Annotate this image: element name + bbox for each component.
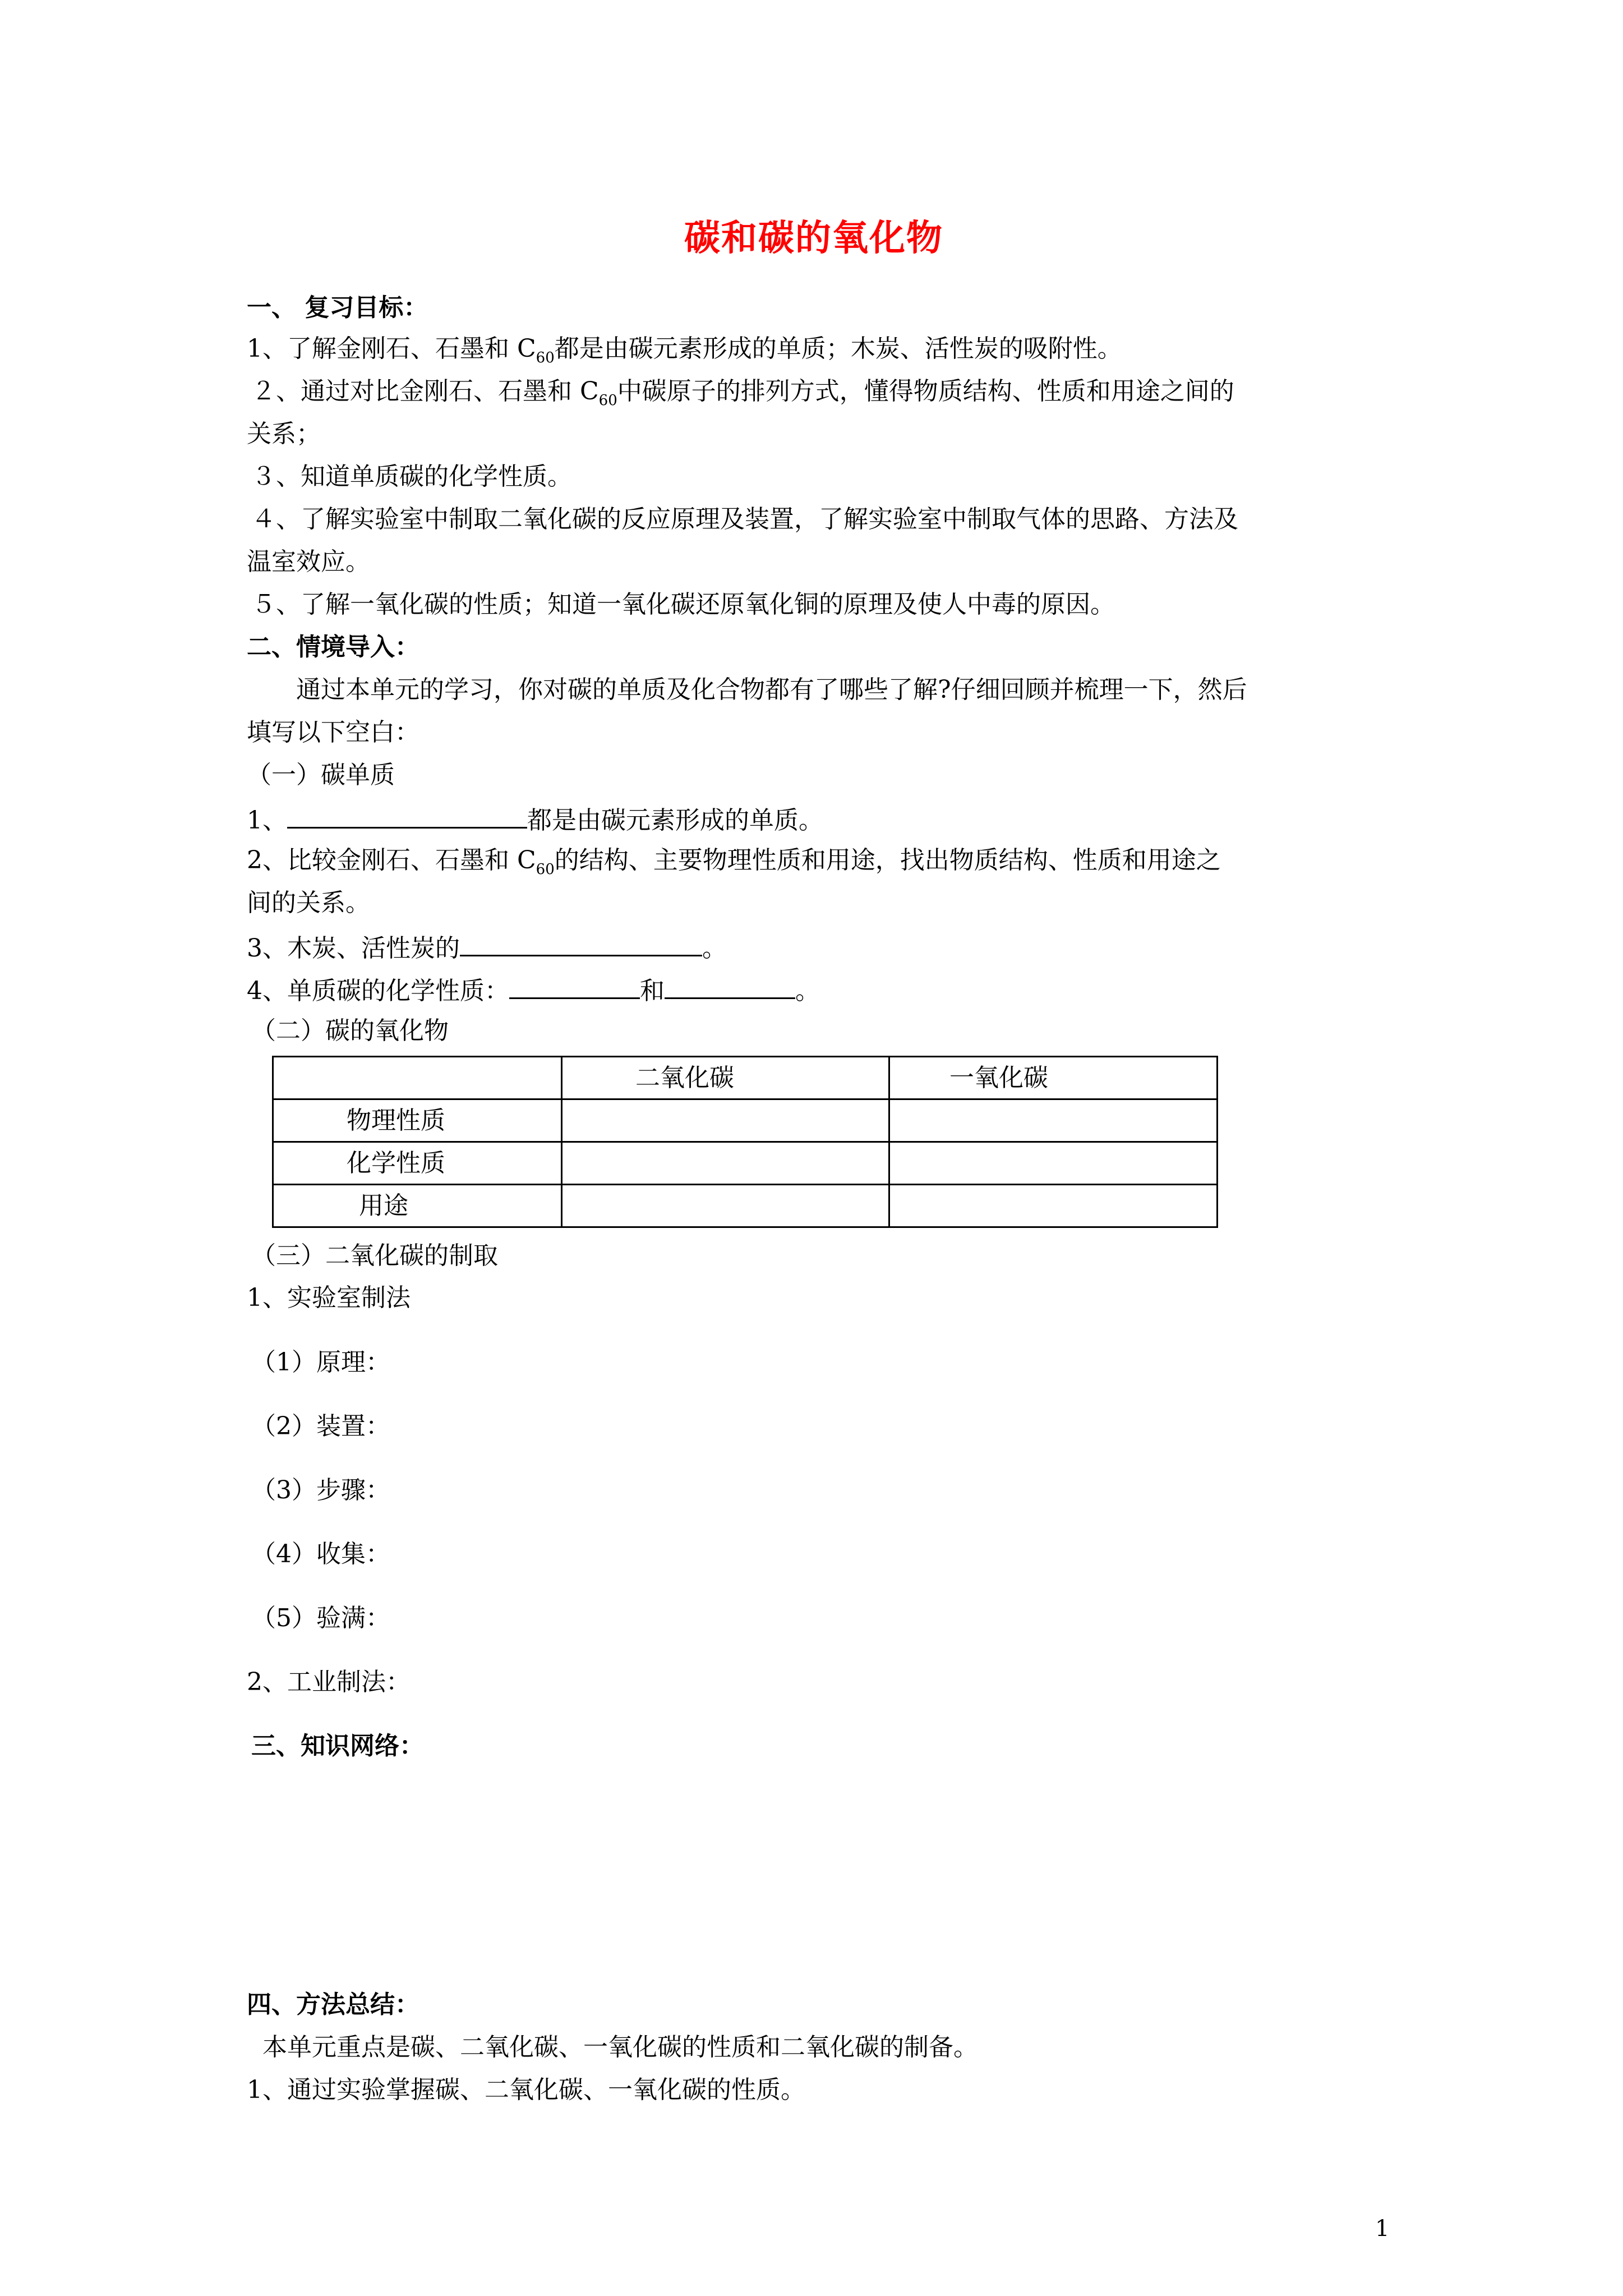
page-number: 1 [1375,2216,1390,2242]
table-cell[interactable] [562,1099,889,1142]
blank-3[interactable] [460,933,702,956]
question-4-and: 和 [640,977,665,1005]
objective-4-continued: 温室效应。 [247,547,370,576]
row-label: 物理性质 [273,1099,562,1142]
question-2-text: 2、比较金刚石、石墨和 C [247,846,536,875]
question-2-text-end: 的结构、主要物理性质和用途，找出物质结构、性质和用途之 [554,846,1221,875]
question-1-number: 1、 [247,806,287,835]
objective-1 [247,334,1122,366]
lab-method-heading: 1、实验室制法 [247,1283,411,1312]
subscript: 60 [598,392,617,409]
lab-item-collection: （4）收集： [251,1540,390,1568]
objective-1-text-end: 都是由碳元素形成的单质；木炭、活性炭的吸附性。 [554,334,1122,363]
industrial-method: 2、工业制法： [247,1668,411,1696]
row-label: 化学性质 [273,1142,562,1185]
subsection-co2-preparation: （三）二氧化碳的制取 [251,1241,498,1270]
question-4-text: 4、单质碳的化学性质： [247,977,509,1005]
question-2 [247,846,1221,878]
question-3-text: 3、木炭、活性炭的 [247,934,460,963]
objective-2 [251,377,1234,409]
question-3-end: 。 [702,934,727,963]
blank-1[interactable] [287,806,527,829]
section-1-heading: 一、 复习目标： [247,293,428,322]
summary-line-1: 本单元重点是碳、二氧化碳、一氧化碳的性质和二氧化碳的制备。 [262,2033,978,2062]
table-cell[interactable] [889,1099,1218,1142]
lab-item-steps: （3）步骤： [251,1476,390,1504]
table-cell[interactable] [889,1185,1218,1227]
subsection-carbon-oxides: （二）碳的氧化物 [251,1016,449,1045]
blank-4a[interactable] [509,976,640,999]
oxides-table [272,1056,1218,1228]
table-cell[interactable] [562,1185,889,1227]
table-row [273,1142,1218,1185]
question-4 [247,976,820,1004]
lab-item-apparatus: （2）装置： [251,1412,390,1441]
intro-line-2: 填写以下空白： [247,718,419,747]
objective-1-text: 1、了解金刚石、石墨和 C [247,334,536,363]
lab-item-verification: （5）验满： [251,1604,390,1632]
page-title: 碳和碳的氧化物 [684,217,943,259]
objective-5: ５、了解一氧化碳的性质；知道一氧化碳还原氧化铜的原理及使人中毒的原因。 [251,590,1115,619]
section-2-heading: 二、情境导入： [247,633,419,661]
row-label: 用途 [273,1185,562,1227]
question-1 [247,806,823,833]
objective-2-text: ２、通过对比金刚石、石墨和 C [251,377,599,406]
question-3 [247,933,727,961]
table-header-cell [273,1057,562,1099]
subsection-carbon-elements: （一）碳单质 [247,761,395,789]
table-cell[interactable] [889,1142,1218,1185]
question-2-continued: 间的关系。 [247,889,370,917]
question-4-end: 。 [795,977,820,1005]
subscript: 60 [536,861,555,878]
section-3-heading: 三、知识网络： [251,1732,424,1760]
objective-3: ３、知道单质碳的化学性质。 [251,462,572,491]
table-header-row [273,1057,1218,1099]
table-row [273,1185,1218,1227]
table-header-cell: 一氧化碳 [889,1057,1218,1099]
subscript: 60 [536,349,555,366]
table-row [273,1099,1218,1142]
table-cell[interactable] [562,1142,889,1185]
table-header-cell: 二氧化碳 [562,1057,889,1099]
section-4-heading: 四、方法总结： [247,1990,419,2019]
question-1-text: 都是由碳元素形成的单质。 [527,806,823,835]
summary-line-2: 1、通过实验掌握碳、二氧化碳、一氧化碳的性质。 [247,2076,805,2104]
objective-4: ４、了解实验室中制取二氧化碳的反应原理及装置，了解实验室中制取气体的思路、方法及 [251,505,1238,533]
objective-2-continued: 关系； [247,420,321,448]
intro-line-1: 通过本单元的学习，你对碳的单质及化合物都有了哪些了解?仔细回顾并梳理一下，然后 [296,675,1247,704]
lab-item-principle: （1）原理： [251,1348,390,1377]
objective-2-text-end: 中碳原子的排列方式，懂得物质结构、性质和用途之间的 [617,377,1234,406]
blank-4b[interactable] [665,976,795,999]
